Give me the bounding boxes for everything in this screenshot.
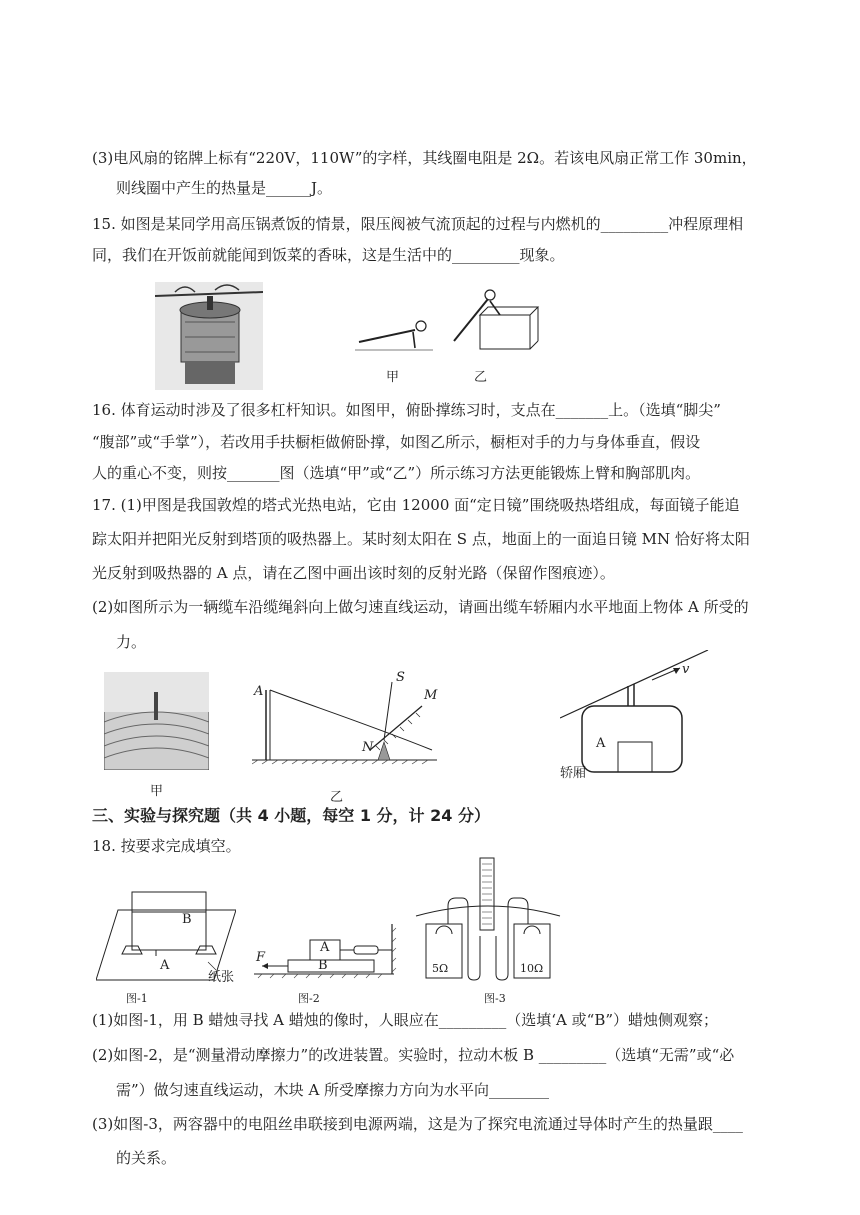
fig-jia-label: 甲 — [386, 370, 400, 385]
fig-yi-label: 乙 — [474, 370, 488, 385]
fig1-caption: 图-1 — [126, 992, 148, 1005]
fig1-label-paper: 纸张 — [208, 970, 235, 985]
figure-2-friction — [254, 924, 402, 988]
fig3-resistor-10: 10Ω — [520, 962, 544, 975]
fig2-label-F: F — [256, 950, 266, 965]
pushup-floor-figure — [355, 308, 435, 356]
solar-station-photo — [104, 672, 209, 770]
q18-part3-line1: (3)如图-3，两容器中的电阻丝串联接到电源两端，这是为了探究电流通过导体时产生的热量跟____ — [92, 1115, 743, 1133]
fig3-resistor-5: 5Ω — [432, 962, 449, 975]
label-object-A: A — [596, 736, 606, 751]
q17-line5: 力。 — [116, 633, 147, 651]
q17-fig-jia-label: 甲 — [150, 784, 164, 799]
fig1-label-A: A — [160, 958, 170, 973]
pressure-cooker-figure — [155, 282, 263, 390]
q16-line1: 16. 体育运动时涉及了很多杠杆知识。如图甲，俯卧撑练习时，支点在_______上。（选填“脚尖” — [92, 401, 721, 419]
q17-line2: 踪太阳并把阳光反射到塔顶的吸热器上。某时刻太阳在 S 点，地面上的一面追日镜 MN 恰好将太阳 — [92, 530, 750, 548]
label-A: A — [254, 684, 264, 699]
q18-part2-line1: (2)如图-2，是“测量滑动摩擦力”的改进装置。实验时，拉动木板 B _________（选填“无需”或“必 — [92, 1046, 735, 1064]
q17-line1: 17. (1)甲图是我国敦煌的塔式光热电站，它由 12000 面“定日镜”围绕吸热塔组成，每面镜子能追 — [92, 496, 740, 514]
fig1-label-B: B — [182, 912, 192, 927]
q14-3-line2: 则线圈中产生的热量是______J。 — [116, 179, 333, 197]
fig2-label-A: A — [320, 940, 330, 955]
q18-part2-line2: 需”）做匀速直线运动，木块 A 所受摩擦力方向为水平向________ — [116, 1081, 550, 1099]
fig3-caption: 图-3 — [484, 992, 506, 1005]
q16-line2: “腹部”或“手掌”），若改用手扶橱柜做俯卧撑，如图乙所示，橱柜对手的力与身体垂直，假设 — [92, 433, 701, 451]
section3-heading: 三、实验与探究题（共 4 小题，每空 1 分，计 24 分） — [92, 806, 490, 825]
tower-mirror-diagram — [252, 670, 437, 770]
q17-fig-yi-label: 乙 — [330, 790, 344, 805]
q18-intro: 18. 按要求完成填空。 — [92, 837, 241, 855]
pushup-cabinet-figure — [440, 285, 540, 360]
q16-line3: 人的重心不变，则按_______图（选填“甲”或“乙”）所示练习方法更能锻炼上臂和胸部肌肉。 — [92, 464, 701, 482]
label-S: S — [396, 670, 405, 685]
q14-3-line1: (3)电风扇的铭牌上标有“220V，110W”的字样，其线圈电阻是 2Ω。若该电风扇正常工作 30min， — [92, 149, 757, 167]
q17-line3: 光反射到吸热器的 A 点，请在乙图中画出该时刻的反射光路（保留作图痕迹）。 — [92, 564, 615, 582]
label-M: M — [424, 688, 438, 703]
q18-part3-line2: 的关系。 — [116, 1149, 177, 1167]
q18-part1: (1)如图-1，用 B 蜡烛寻找 A 蜡烛的像时，人眼应在_________（选填‘A 或“B”）蜡烛侧观察； — [92, 1011, 719, 1029]
fig2-caption: 图-2 — [298, 992, 320, 1005]
fig2-label-B: B — [318, 958, 328, 973]
q15-line2: 同，我们在开饭前就能闻到饭菜的香味，这是生活中的_________现象。 — [92, 246, 565, 264]
q15-line1: 15. 如图是某同学用高压锅煮饭的情景，限压阀被气流顶起的过程与内燃机的_________冲程原理相 — [92, 215, 744, 233]
q17-line4: (2)如图所示为一辆缆车沿缆绳斜向上做匀速直线运动，请画出缆车轿厢内水平地面上物体 A 所受的 — [92, 598, 749, 616]
label-cabin: 轿厢 — [560, 766, 587, 781]
label-v: v — [682, 662, 690, 677]
label-N: N — [362, 740, 374, 755]
